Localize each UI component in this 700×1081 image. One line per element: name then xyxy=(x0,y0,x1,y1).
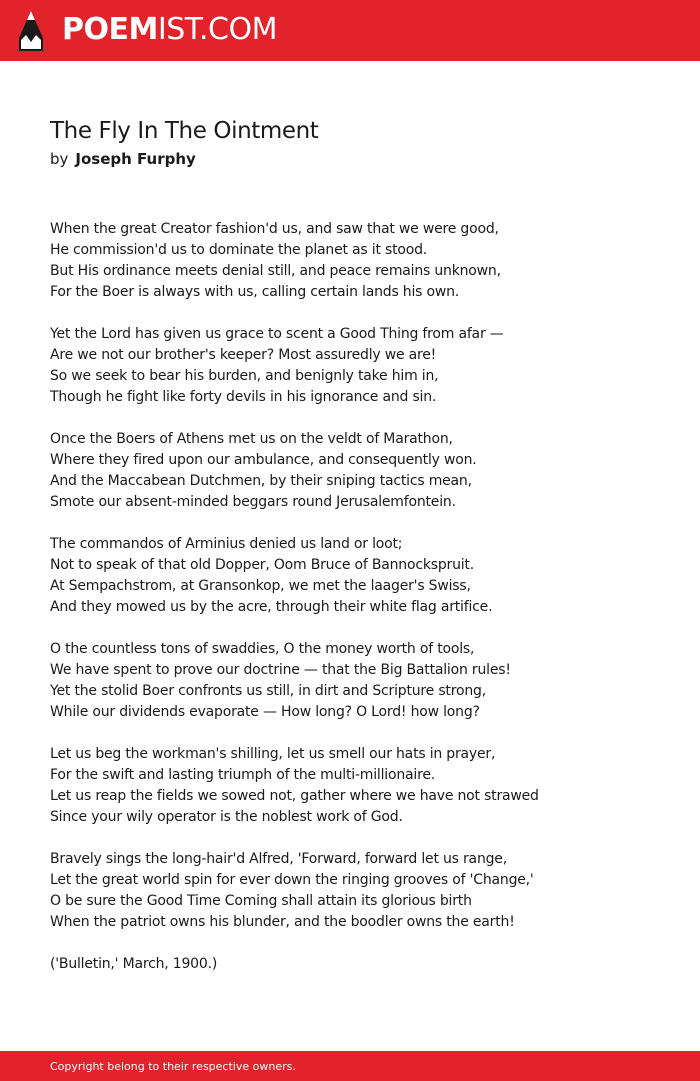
poem-line: Not to speak of that old Dopper, Oom Bruce of Bannockspruit. xyxy=(50,557,474,573)
poem-line: We have spent to prove our doctrine — that the Big Battalion rules! xyxy=(50,662,511,678)
poem-line: While our dividends evaporate — How long? O Lord! how long? xyxy=(50,704,480,720)
poem-line: Let the great world spin for ever down the ringing grooves of 'Change,' xyxy=(50,872,534,888)
poem-line: Since your wily operator is the noblest work of God. xyxy=(50,809,403,825)
poem-line: At Sempachstrom, at Gransonkop, we met the laager's Swiss, xyxy=(50,578,471,594)
poem-line: O be sure the Good Time Coming shall attain its glorious birth xyxy=(50,893,472,909)
poem-line: For the swift and lasting triumph of the multi-millionaire. xyxy=(50,767,436,783)
stanza xyxy=(50,849,670,933)
poem-line: Let us beg the workman's shilling, let us smell our hats in prayer, xyxy=(50,746,496,762)
poem-line: Smote our absent-minded beggars round Jerusalemfontein. xyxy=(50,494,456,510)
stanza xyxy=(50,534,670,618)
logo-light-text: IST.COM xyxy=(157,12,277,47)
poem-line: Though he fight like forty devils in his ignorance and sin. xyxy=(50,389,437,405)
poem-line: Once the Boers of Athens met us on the veldt of Marathon, xyxy=(50,431,453,447)
poem-line: Where they fired upon our ambulance, and consequently won. xyxy=(50,452,477,468)
poem-line: And they mowed us by the acre, through their white flag artifice. xyxy=(50,599,493,615)
stanza xyxy=(50,639,670,723)
poem-line: He commission'd us to dominate the planet as it stood. xyxy=(50,242,428,258)
poem-line: Yet the Lord has given us grace to scent a Good Thing from afar — xyxy=(50,326,504,342)
site-logo[interactable] xyxy=(62,12,277,48)
poem-line: For the Boer is always with us, calling certain lands his own. xyxy=(50,284,460,300)
by-label: by xyxy=(50,150,69,168)
poem-line: Let us reap the fields we sowed not, gather where we have not strawed xyxy=(50,788,539,804)
stanza xyxy=(50,429,670,513)
poem-source: ('Bulletin,' March, 1900.) xyxy=(50,956,218,972)
poem-line: O the countless tons of swaddies, O the money worth of tools, xyxy=(50,641,475,657)
poem-body xyxy=(50,219,670,975)
poem-line: Yet the stolid Boer confronts us still, in dirt and Scripture strong, xyxy=(50,683,486,699)
pencil-icon[interactable] xyxy=(18,10,44,52)
copyright-text: Copyright belong to their respective owners. xyxy=(50,1060,296,1073)
poem-title: The Fly In The Ointment xyxy=(50,118,319,144)
poem-line: Bravely sings the long-hair'd Alfred, 'Forward, forward let us range, xyxy=(50,851,507,867)
poem-line: So we seek to bear his burden, and benignly take him in, xyxy=(50,368,439,384)
stanza xyxy=(50,744,670,828)
poem-line: Are we not our brother's keeper? Most assuredly we are! xyxy=(50,347,437,363)
poem-line: And the Maccabean Dutchmen, by their sniping tactics mean, xyxy=(50,473,472,489)
stanza xyxy=(50,324,670,408)
poem-line: The commandos of Arminius denied us land or loot; xyxy=(50,536,403,552)
author-name[interactable]: Joseph Furphy xyxy=(75,150,196,168)
site-footer xyxy=(0,1051,700,1081)
site-header xyxy=(0,0,700,61)
poem-line: But His ordinance meets denial still, and peace remains unknown, xyxy=(50,263,501,279)
poem-line: When the patriot owns his blunder, and the boodler owns the earth! xyxy=(50,914,515,930)
logo-bold-text: POEM xyxy=(62,12,158,47)
byline xyxy=(50,149,196,169)
poem-line: When the great Creator fashion'd us, and saw that we were good, xyxy=(50,221,499,237)
stanza xyxy=(50,219,670,303)
